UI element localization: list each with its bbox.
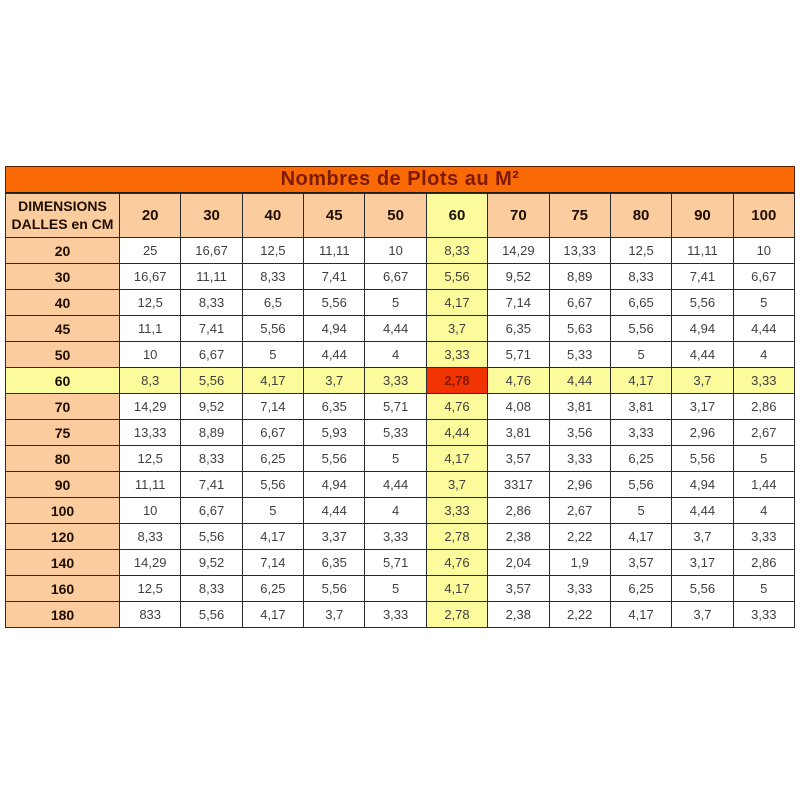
row-header-50: 50: [6, 342, 120, 368]
data-cell-75-70: 3,81: [488, 420, 549, 446]
column-header-30: 30: [181, 194, 242, 238]
column-header-45: 45: [304, 194, 365, 238]
data-cell-60-30: 5,56: [181, 368, 242, 394]
data-cell-75-50: 5,33: [365, 420, 426, 446]
data-cell-90-20: 11,11: [120, 472, 181, 498]
data-cell-100-40: 5: [242, 498, 303, 524]
data-cell-20-45: 11,11: [304, 238, 365, 264]
data-cell-20-80: 12,5: [610, 238, 671, 264]
data-cell-160-40: 6,25: [242, 576, 303, 602]
data-cell-45-70: 6,35: [488, 316, 549, 342]
data-cell-120-50: 3,33: [365, 524, 426, 550]
data-cell-180-80: 4,17: [610, 602, 671, 628]
data-cell-60-75: 4,44: [549, 368, 610, 394]
data-cell-45-45: 4,94: [304, 316, 365, 342]
data-cell-60-45: 3,7: [304, 368, 365, 394]
data-cell-70-100: 2,86: [733, 394, 794, 420]
table-row-60: [6, 368, 795, 394]
data-cell-70-70: 4,08: [488, 394, 549, 420]
data-cell-40-75: 6,67: [549, 290, 610, 316]
data-cell-90-60: 3,7: [426, 472, 487, 498]
data-cell-30-45: 7,41: [304, 264, 365, 290]
data-cell-140-50: 5,71: [365, 550, 426, 576]
row-header-120: 120: [6, 524, 120, 550]
corner-header: [6, 194, 120, 238]
plots-table-figure: [5, 166, 795, 628]
data-cell-90-50: 4,44: [365, 472, 426, 498]
data-cell-180-70: 2,38: [488, 602, 549, 628]
data-cell-80-90: 5,56: [672, 446, 733, 472]
data-cell-140-90: 3,17: [672, 550, 733, 576]
data-cell-160-70: 3,57: [488, 576, 549, 602]
data-cell-180-90: 3,7: [672, 602, 733, 628]
data-cell-80-50: 5: [365, 446, 426, 472]
data-cell-100-100: 4: [733, 498, 794, 524]
row-header-60: 60: [6, 368, 120, 394]
data-cell-140-100: 2,86: [733, 550, 794, 576]
data-cell-50-70: 5,71: [488, 342, 549, 368]
data-cell-45-20: 11,1: [120, 316, 181, 342]
data-cell-80-70: 3,57: [488, 446, 549, 472]
data-cell-100-80: 5: [610, 498, 671, 524]
data-cell-100-75: 2,67: [549, 498, 610, 524]
data-cell-160-20: 12,5: [120, 576, 181, 602]
data-cell-20-30: 16,67: [181, 238, 242, 264]
data-cell-45-100: 4,44: [733, 316, 794, 342]
data-cell-80-40: 6,25: [242, 446, 303, 472]
data-cell-70-20: 14,29: [120, 394, 181, 420]
data-cell-140-30: 9,52: [181, 550, 242, 576]
data-cell-80-30: 8,33: [181, 446, 242, 472]
data-cell-30-60: 5,56: [426, 264, 487, 290]
data-cell-140-60: 4,76: [426, 550, 487, 576]
data-cell-40-50: 5: [365, 290, 426, 316]
data-cell-70-40: 7,14: [242, 394, 303, 420]
data-cell-90-70: 3317: [488, 472, 549, 498]
data-cell-60-50: 3,33: [365, 368, 426, 394]
data-cell-30-40: 8,33: [242, 264, 303, 290]
table-row-50: [6, 342, 795, 368]
data-cell-75-20: 13,33: [120, 420, 181, 446]
data-cell-50-50: 4: [365, 342, 426, 368]
data-cell-120-80: 4,17: [610, 524, 671, 550]
data-cell-120-70: 2,38: [488, 524, 549, 550]
row-header-90: 90: [6, 472, 120, 498]
column-header-90: 90: [672, 194, 733, 238]
data-cell-120-20: 8,33: [120, 524, 181, 550]
data-cell-160-60: 4,17: [426, 576, 487, 602]
data-cell-30-90: 7,41: [672, 264, 733, 290]
header-row: [6, 194, 795, 238]
data-cell-180-100: 3,33: [733, 602, 794, 628]
data-cell-140-45: 6,35: [304, 550, 365, 576]
data-cell-90-80: 5,56: [610, 472, 671, 498]
data-cell-45-90: 4,94: [672, 316, 733, 342]
table-row-30: [6, 264, 795, 290]
data-cell-40-40: 6,5: [242, 290, 303, 316]
data-cell-45-60: 3,7: [426, 316, 487, 342]
table-row-80: [6, 446, 795, 472]
row-header-30: 30: [6, 264, 120, 290]
column-header-60: 60: [426, 194, 487, 238]
data-cell-90-90: 4,94: [672, 472, 733, 498]
data-cell-70-80: 3,81: [610, 394, 671, 420]
data-cell-40-80: 6,65: [610, 290, 671, 316]
data-cell-75-90: 2,96: [672, 420, 733, 446]
data-cell-100-50: 4: [365, 498, 426, 524]
column-header-20: 20: [120, 194, 181, 238]
data-cell-75-40: 6,67: [242, 420, 303, 446]
data-cell-20-100: 10: [733, 238, 794, 264]
data-cell-75-30: 8,89: [181, 420, 242, 446]
data-cell-140-75: 1,9: [549, 550, 610, 576]
data-cell-120-75: 2,22: [549, 524, 610, 550]
data-cell-90-40: 5,56: [242, 472, 303, 498]
column-header-70: 70: [488, 194, 549, 238]
data-cell-60-20: 8,3: [120, 368, 181, 394]
data-cell-30-50: 6,67: [365, 264, 426, 290]
data-cell-120-60: 2,78: [426, 524, 487, 550]
data-cell-50-60: 3,33: [426, 342, 487, 368]
row-header-45: 45: [6, 316, 120, 342]
data-cell-30-70: 9,52: [488, 264, 549, 290]
data-cell-50-20: 10: [120, 342, 181, 368]
data-cell-40-30: 8,33: [181, 290, 242, 316]
row-header-20: 20: [6, 238, 120, 264]
data-cell-45-50: 4,44: [365, 316, 426, 342]
data-cell-90-75: 2,96: [549, 472, 610, 498]
data-cell-75-80: 3,33: [610, 420, 671, 446]
data-cell-50-90: 4,44: [672, 342, 733, 368]
data-cell-80-20: 12,5: [120, 446, 181, 472]
data-cell-45-40: 5,56: [242, 316, 303, 342]
table-row-20: [6, 238, 795, 264]
data-cell-160-75: 3,33: [549, 576, 610, 602]
data-cell-75-45: 5,93: [304, 420, 365, 446]
data-cell-180-50: 3,33: [365, 602, 426, 628]
data-cell-70-50: 5,71: [365, 394, 426, 420]
data-cell-40-60: 4,17: [426, 290, 487, 316]
data-cell-20-90: 11,11: [672, 238, 733, 264]
row-header-75: 75: [6, 420, 120, 446]
column-header-50: 50: [365, 194, 426, 238]
data-cell-40-20: 12,5: [120, 290, 181, 316]
plots-per-m2-table: [5, 193, 795, 628]
data-cell-90-45: 4,94: [304, 472, 365, 498]
data-cell-50-80: 5: [610, 342, 671, 368]
column-header-100: 100: [733, 194, 794, 238]
data-cell-80-60: 4,17: [426, 446, 487, 472]
data-cell-60-70: 4,76: [488, 368, 549, 394]
row-header-180: 180: [6, 602, 120, 628]
data-cell-75-75: 3,56: [549, 420, 610, 446]
data-cell-160-45: 5,56: [304, 576, 365, 602]
data-cell-20-40: 12,5: [242, 238, 303, 264]
data-cell-40-70: 7,14: [488, 290, 549, 316]
table-row-75: [6, 420, 795, 446]
data-cell-50-30: 6,67: [181, 342, 242, 368]
data-cell-70-60: 4,76: [426, 394, 487, 420]
data-cell-30-20: 16,67: [120, 264, 181, 290]
table-row-120: [6, 524, 795, 550]
table-body: [6, 238, 795, 628]
column-header-80: 80: [610, 194, 671, 238]
row-header-160: 160: [6, 576, 120, 602]
data-cell-180-45: 3,7: [304, 602, 365, 628]
table-row-140: [6, 550, 795, 576]
data-cell-45-75: 5,63: [549, 316, 610, 342]
data-cell-140-20: 14,29: [120, 550, 181, 576]
data-cell-90-100: 1,44: [733, 472, 794, 498]
row-header-40: 40: [6, 290, 120, 316]
data-cell-50-40: 5: [242, 342, 303, 368]
data-cell-60-90: 3,7: [672, 368, 733, 394]
data-cell-40-90: 5,56: [672, 290, 733, 316]
data-cell-160-80: 6,25: [610, 576, 671, 602]
data-cell-50-75: 5,33: [549, 342, 610, 368]
data-cell-180-40: 4,17: [242, 602, 303, 628]
data-cell-120-45: 3,37: [304, 524, 365, 550]
table-row-70: [6, 394, 795, 420]
table-row-90: [6, 472, 795, 498]
data-cell-70-45: 6,35: [304, 394, 365, 420]
data-cell-30-75: 8,89: [549, 264, 610, 290]
data-cell-20-70: 14,29: [488, 238, 549, 264]
data-cell-160-90: 5,56: [672, 576, 733, 602]
data-cell-80-80: 6,25: [610, 446, 671, 472]
table-title: Nombres de Plots au M²: [5, 166, 795, 193]
data-cell-80-75: 3,33: [549, 446, 610, 472]
data-cell-45-30: 7,41: [181, 316, 242, 342]
data-cell-180-20: 833: [120, 602, 181, 628]
data-cell-100-20: 10: [120, 498, 181, 524]
data-cell-120-100: 3,33: [733, 524, 794, 550]
data-cell-20-50: 10: [365, 238, 426, 264]
data-cell-30-80: 8,33: [610, 264, 671, 290]
data-cell-40-100: 5: [733, 290, 794, 316]
data-cell-100-30: 6,67: [181, 498, 242, 524]
column-header-75: 75: [549, 194, 610, 238]
data-cell-80-45: 5,56: [304, 446, 365, 472]
data-cell-180-75: 2,22: [549, 602, 610, 628]
data-cell-80-100: 5: [733, 446, 794, 472]
data-cell-70-75: 3,81: [549, 394, 610, 420]
data-cell-120-90: 3,7: [672, 524, 733, 550]
data-cell-140-40: 7,14: [242, 550, 303, 576]
data-cell-180-60: 2,78: [426, 602, 487, 628]
row-header-140: 140: [6, 550, 120, 576]
table-row-40: [6, 290, 795, 316]
data-cell-100-90: 4,44: [672, 498, 733, 524]
data-cell-100-70: 2,86: [488, 498, 549, 524]
data-cell-160-100: 5: [733, 576, 794, 602]
row-header-100: 100: [6, 498, 120, 524]
data-cell-50-45: 4,44: [304, 342, 365, 368]
data-cell-75-60: 4,44: [426, 420, 487, 446]
data-cell-30-30: 11,11: [181, 264, 242, 290]
data-cell-140-70: 2,04: [488, 550, 549, 576]
data-cell-120-30: 5,56: [181, 524, 242, 550]
data-cell-160-50: 5: [365, 576, 426, 602]
data-cell-50-100: 4: [733, 342, 794, 368]
data-cell-100-60: 3,33: [426, 498, 487, 524]
table-row-45: [6, 316, 795, 342]
data-cell-60-60: 2,78: [426, 368, 487, 394]
data-cell-60-80: 4,17: [610, 368, 671, 394]
column-header-40: 40: [242, 194, 303, 238]
data-cell-20-60: 8,33: [426, 238, 487, 264]
data-cell-70-30: 9,52: [181, 394, 242, 420]
data-cell-45-80: 5,56: [610, 316, 671, 342]
data-cell-60-100: 3,33: [733, 368, 794, 394]
data-cell-160-30: 8,33: [181, 576, 242, 602]
corner-header-line2: DALLES en CM: [11, 215, 114, 232]
data-cell-75-100: 2,67: [733, 420, 794, 446]
data-cell-180-30: 5,56: [181, 602, 242, 628]
table-row-180: [6, 602, 795, 628]
row-header-70: 70: [6, 394, 120, 420]
data-cell-20-75: 13,33: [549, 238, 610, 264]
data-cell-70-90: 3,17: [672, 394, 733, 420]
data-cell-120-40: 4,17: [242, 524, 303, 550]
data-cell-100-45: 4,44: [304, 498, 365, 524]
data-cell-60-40: 4,17: [242, 368, 303, 394]
corner-header-line1: DIMENSIONS: [18, 198, 107, 214]
data-cell-20-20: 25: [120, 238, 181, 264]
row-header-80: 80: [6, 446, 120, 472]
table-row-160: [6, 576, 795, 602]
data-cell-90-30: 7,41: [181, 472, 242, 498]
table-row-100: [6, 498, 795, 524]
table-header: [6, 194, 795, 238]
data-cell-40-45: 5,56: [304, 290, 365, 316]
data-cell-140-80: 3,57: [610, 550, 671, 576]
data-cell-30-100: 6,67: [733, 264, 794, 290]
